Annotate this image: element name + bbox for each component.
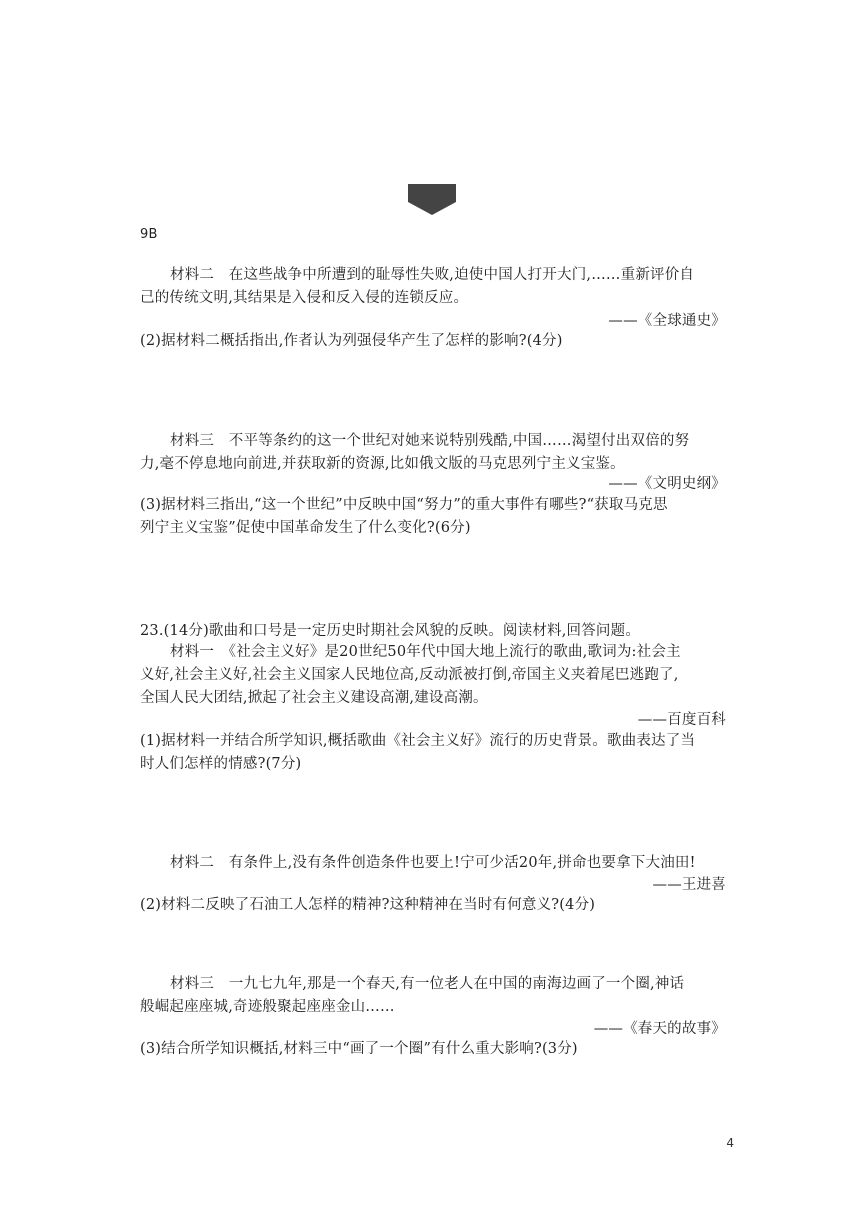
- q23-material-2-source: ——王进喜: [652, 877, 726, 893]
- q22-material-3-source: ——《文明史纲》: [608, 476, 726, 492]
- q22-material-2-line-2: 己的传统文明,其结果是入侵和反入侵的连锁反应。: [140, 290, 469, 306]
- page-number: 4: [726, 1136, 734, 1150]
- q23-intro: 23.(14分)歌曲和口号是一定历史时期社会风貌的反映。阅读材料,回答问题。: [140, 623, 641, 639]
- q23-material-1-line-2: 义好,社会主义好,社会主义国家人民地位高,反动派被打倒,帝国主义夹着尾巴逃跑了,: [140, 667, 679, 683]
- q23-question-2: (2)材料二反映了石油工人怎样的精神?这种精神在当时有何意义?(4分): [140, 897, 596, 913]
- q23-material-2-line-1: 材料二 有条件上,没有条件创造条件也要上!宁可少活20年,拼命也要拿下大油田!: [170, 855, 696, 871]
- q23-material-3-source: ——《春天的故事》: [593, 1021, 726, 1037]
- q22-question-3-line-1: (3)据材料三指出,“这一个世纪”中反映中国“努力”的重大事件有哪些?“获取马克思: [140, 497, 668, 513]
- q23-question-3: (3)结合所学知识概括,材料三中“画了一个圈”有什么重大影响?(3分): [140, 1041, 578, 1057]
- q22-question-3-line-2: 列宁主义宝鉴”促使中国革命发生了什么变化?(6分): [140, 520, 471, 536]
- page-code: 9B: [140, 227, 158, 242]
- q23-material-3-line-1: 材料三 一九七九年,那是一个春天,有一位老人在中国的南海边画了一个圈,神话: [170, 976, 685, 992]
- q23-material-1-line-3: 全国人民大团结,掀起了社会主义建设高潮,建设高潮。: [140, 690, 488, 706]
- q23-material-3-line-2: 般崛起座座城,奇迹般聚起座座金山……: [140, 999, 395, 1015]
- q22-material-3-line-1: 材料三 不平等条约的这一个世纪对她来说特别残酷,中国……渴望付出双倍的努: [170, 433, 690, 449]
- q22-material-3-line-2: 力,毫不停息地向前进,并获取新的资源,比如俄文版的马克思列宁主义宝鉴。: [140, 456, 625, 472]
- q22-question-2: (2)据材料二概括指出,作者认为列强侵华产生了怎样的影响?(4分): [140, 333, 563, 349]
- section-marker-icon: [408, 184, 456, 216]
- q23-material-1-source: ——百度百科: [637, 712, 726, 728]
- q23-material-1-line-1: 材料一 《社会主义好》是20世纪50年代中国大地上流行的歌曲,歌词为:社会主: [170, 644, 681, 660]
- q23-question-1-line-1: (1)据材料一并结合所学知识,概括歌曲《社会主义好》流行的历史背景。歌曲表达了当: [140, 733, 696, 749]
- q22-material-2-line-1: 材料二 在这些战争中所遭到的耻辱性失败,迫使中国人打开大门,……重新评价自: [170, 267, 695, 283]
- q23-question-1-line-2: 时人们怎样的情感?(7分): [140, 756, 302, 772]
- q22-material-2-source: ——《全球通史》: [608, 313, 726, 329]
